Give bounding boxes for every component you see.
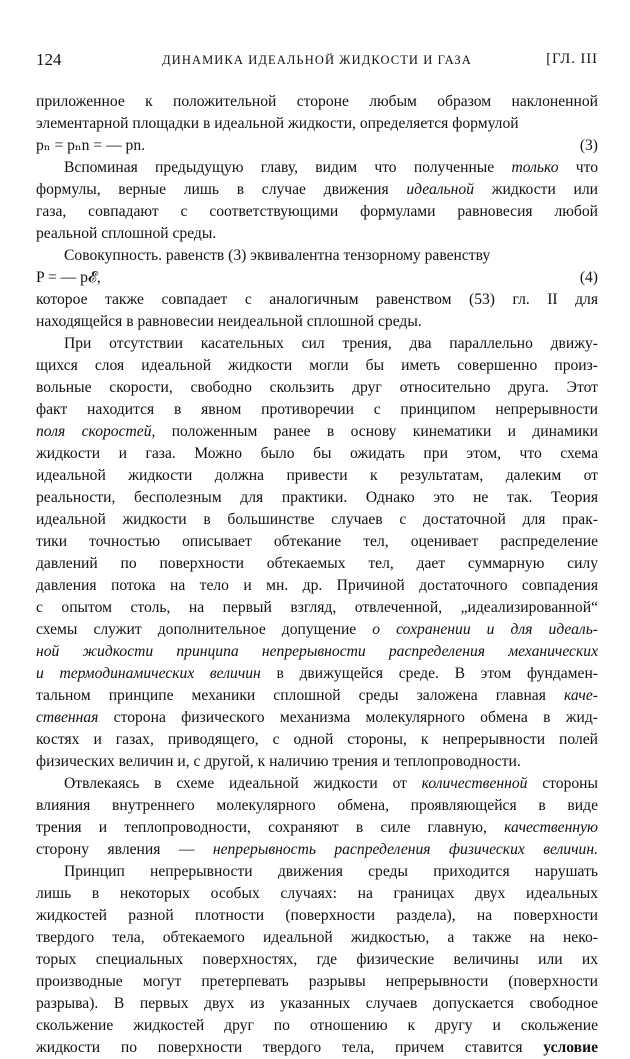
italic-run: о сохранении и для идеаль- (372, 621, 598, 638)
text-line: находящейся в равновесии неидеальной сплошной среды. (36, 313, 422, 330)
italic-run: количественной (421, 775, 528, 792)
text-run: в движущейся среде. В этом фундамен- (260, 665, 598, 682)
equation-4 (36, 267, 598, 289)
italic-run: ной жидкости принципа непрерывности распределения механических (36, 643, 598, 660)
text-line: реальности, бесполезным для практики. Однако это не так. Теория (36, 489, 598, 506)
text-line (36, 707, 598, 729)
text-run: жидкости по поверхности твердого тела, причем ставится (36, 1039, 544, 1056)
text-line (36, 157, 598, 179)
italic-run: только (511, 159, 559, 176)
text-line: элементарной площадки в идеальной жидкости, определяется формулой (36, 115, 519, 132)
text-line: тики точностью описывает обтекание тел, оценивает распределение (36, 533, 598, 550)
text-line: газа, совпадают с соответствующими формулами равновесия любой (36, 203, 598, 220)
text-run: трения и теплопроводности, сохраняют в силе главную, (36, 819, 505, 836)
equation-formula: P = — p𝓔, (36, 269, 101, 286)
text-run: сторона физического механизма молекулярного обмена в жид- (98, 709, 598, 726)
text-run: жидкости или (474, 181, 598, 198)
text-line: твердого тела, обтекаемого идеальной жидкостью, а также на неко- (36, 929, 598, 946)
text-line (36, 817, 598, 839)
text-line: реальной сплошной среды. (36, 225, 217, 242)
text-run: Отвлекаясь в схеме идеальной жидкости от (64, 775, 422, 792)
text-line: вольные скорости, свободно скользить друг относительно друга. Этот (36, 379, 598, 396)
text-line: с опытом столь, на первый взгляд, отвлеченной, „идеализированной“ (36, 599, 598, 616)
text-run: стороны (527, 775, 598, 792)
text-run: , положенным ранее в основу кинематики и динамики (151, 423, 598, 440)
page-header (36, 50, 598, 72)
italic-run: поля скоростей (36, 423, 152, 440)
section-marker: [ГЛ. III (546, 51, 598, 67)
text-line: Совокупность. равенств (3) эквивалентна тензорному равенству (64, 247, 491, 264)
text-line: физических величин и, с другой, к наличию трения и теплопроводности. (36, 753, 521, 770)
text-line: Принцип непрерывности движения среды приходится нарушать (64, 863, 598, 880)
text-line: приложенное к положительной стороне любым образом наклоненной (36, 93, 598, 110)
italic-run: качественную (504, 819, 598, 836)
text-line: давления потока на тело и мн. др. Причиной достаточного совпадения (36, 577, 598, 594)
text-line: которое также совпадает с аналогичным равенством (53) гл. II для (36, 291, 598, 308)
text-line: щихся слоя идеальной жидкости могли бы иметь совершенно произ- (36, 357, 598, 374)
text-line: производные могут претерпевать разрывы непрерывности (поверхности (36, 973, 598, 990)
equation-formula: pₙ = pₙn = — pn. (36, 137, 146, 154)
text-line: идеальной жидкости в большинстве случаев с достаточной для прак- (36, 511, 598, 528)
text-line (36, 619, 598, 641)
text-line (36, 179, 598, 201)
text-line (36, 421, 598, 443)
italic-run: непрерывность распределения физических величин. (212, 841, 598, 858)
text-line: скольжение жидкостей друг по отношению к другу и скольжение (36, 1017, 598, 1034)
equation-3 (36, 135, 598, 157)
text-run: сторону явления — (36, 841, 213, 858)
text-line: При отсутствии касательных сил трения, два параллельно движу- (64, 335, 598, 352)
page-number: 124 (36, 50, 62, 69)
text-run: схемы служит дополнительное допущение (36, 621, 373, 638)
text-run: тальном принципе механики сплошной среды заложена главная (36, 687, 564, 704)
text-run: Вспоминая предыдущую главу, видим что полученные (64, 159, 512, 176)
text-line: жидкости и газа. Можно было бы ожидать при этом, что схема (36, 445, 598, 462)
bold-run: условие (543, 1039, 598, 1056)
text-line (36, 773, 598, 795)
italic-run: ственная (36, 709, 99, 726)
text-run: что (558, 159, 598, 176)
text-line (36, 685, 598, 707)
text-line: жидкостей разной плотности (поверхности раздела), на поверхности (36, 907, 598, 924)
text-line: факт находится в явном противоречии с принципом непрерывности (36, 401, 598, 418)
text-line (36, 1037, 598, 1059)
page-body (36, 91, 598, 1059)
text-line (36, 839, 598, 861)
running-title: ДИНАМИКА ИДЕАЛЬНОЙ ЖИДКОСТИ И ГАЗА (162, 53, 472, 67)
italic-run: идеальной (406, 181, 474, 198)
text-line (36, 663, 598, 685)
text-line: разрыва). В первых двух из указанных случаев допускается свободное (36, 995, 598, 1012)
text-line (36, 641, 598, 663)
text-line: давлений по поверхности обтекаемых тел, дает суммарную силу (36, 555, 598, 572)
text-line: лишь в некоторых особых случаях: на границах двух идеальных (36, 885, 598, 902)
text-line: влияния внутреннего молекулярного обмена, проявляющейся в виде (36, 797, 598, 814)
text-line: торых специальных поверхностях, где физические величины или их (36, 951, 598, 968)
text-run: формулы, верные лишь в случае движения (36, 181, 407, 198)
text-line: костях и газах, приводящего, с одной стороны, к непрерывности полей (36, 731, 598, 748)
text-line: идеальной жидкости должна привести к результатам, далеким от (36, 467, 598, 484)
italic-run: каче- (563, 687, 598, 704)
equation-number: (4) (579, 269, 598, 286)
equation-number: (3) (579, 137, 598, 154)
italic-run: и термодинамических величин (36, 665, 261, 682)
